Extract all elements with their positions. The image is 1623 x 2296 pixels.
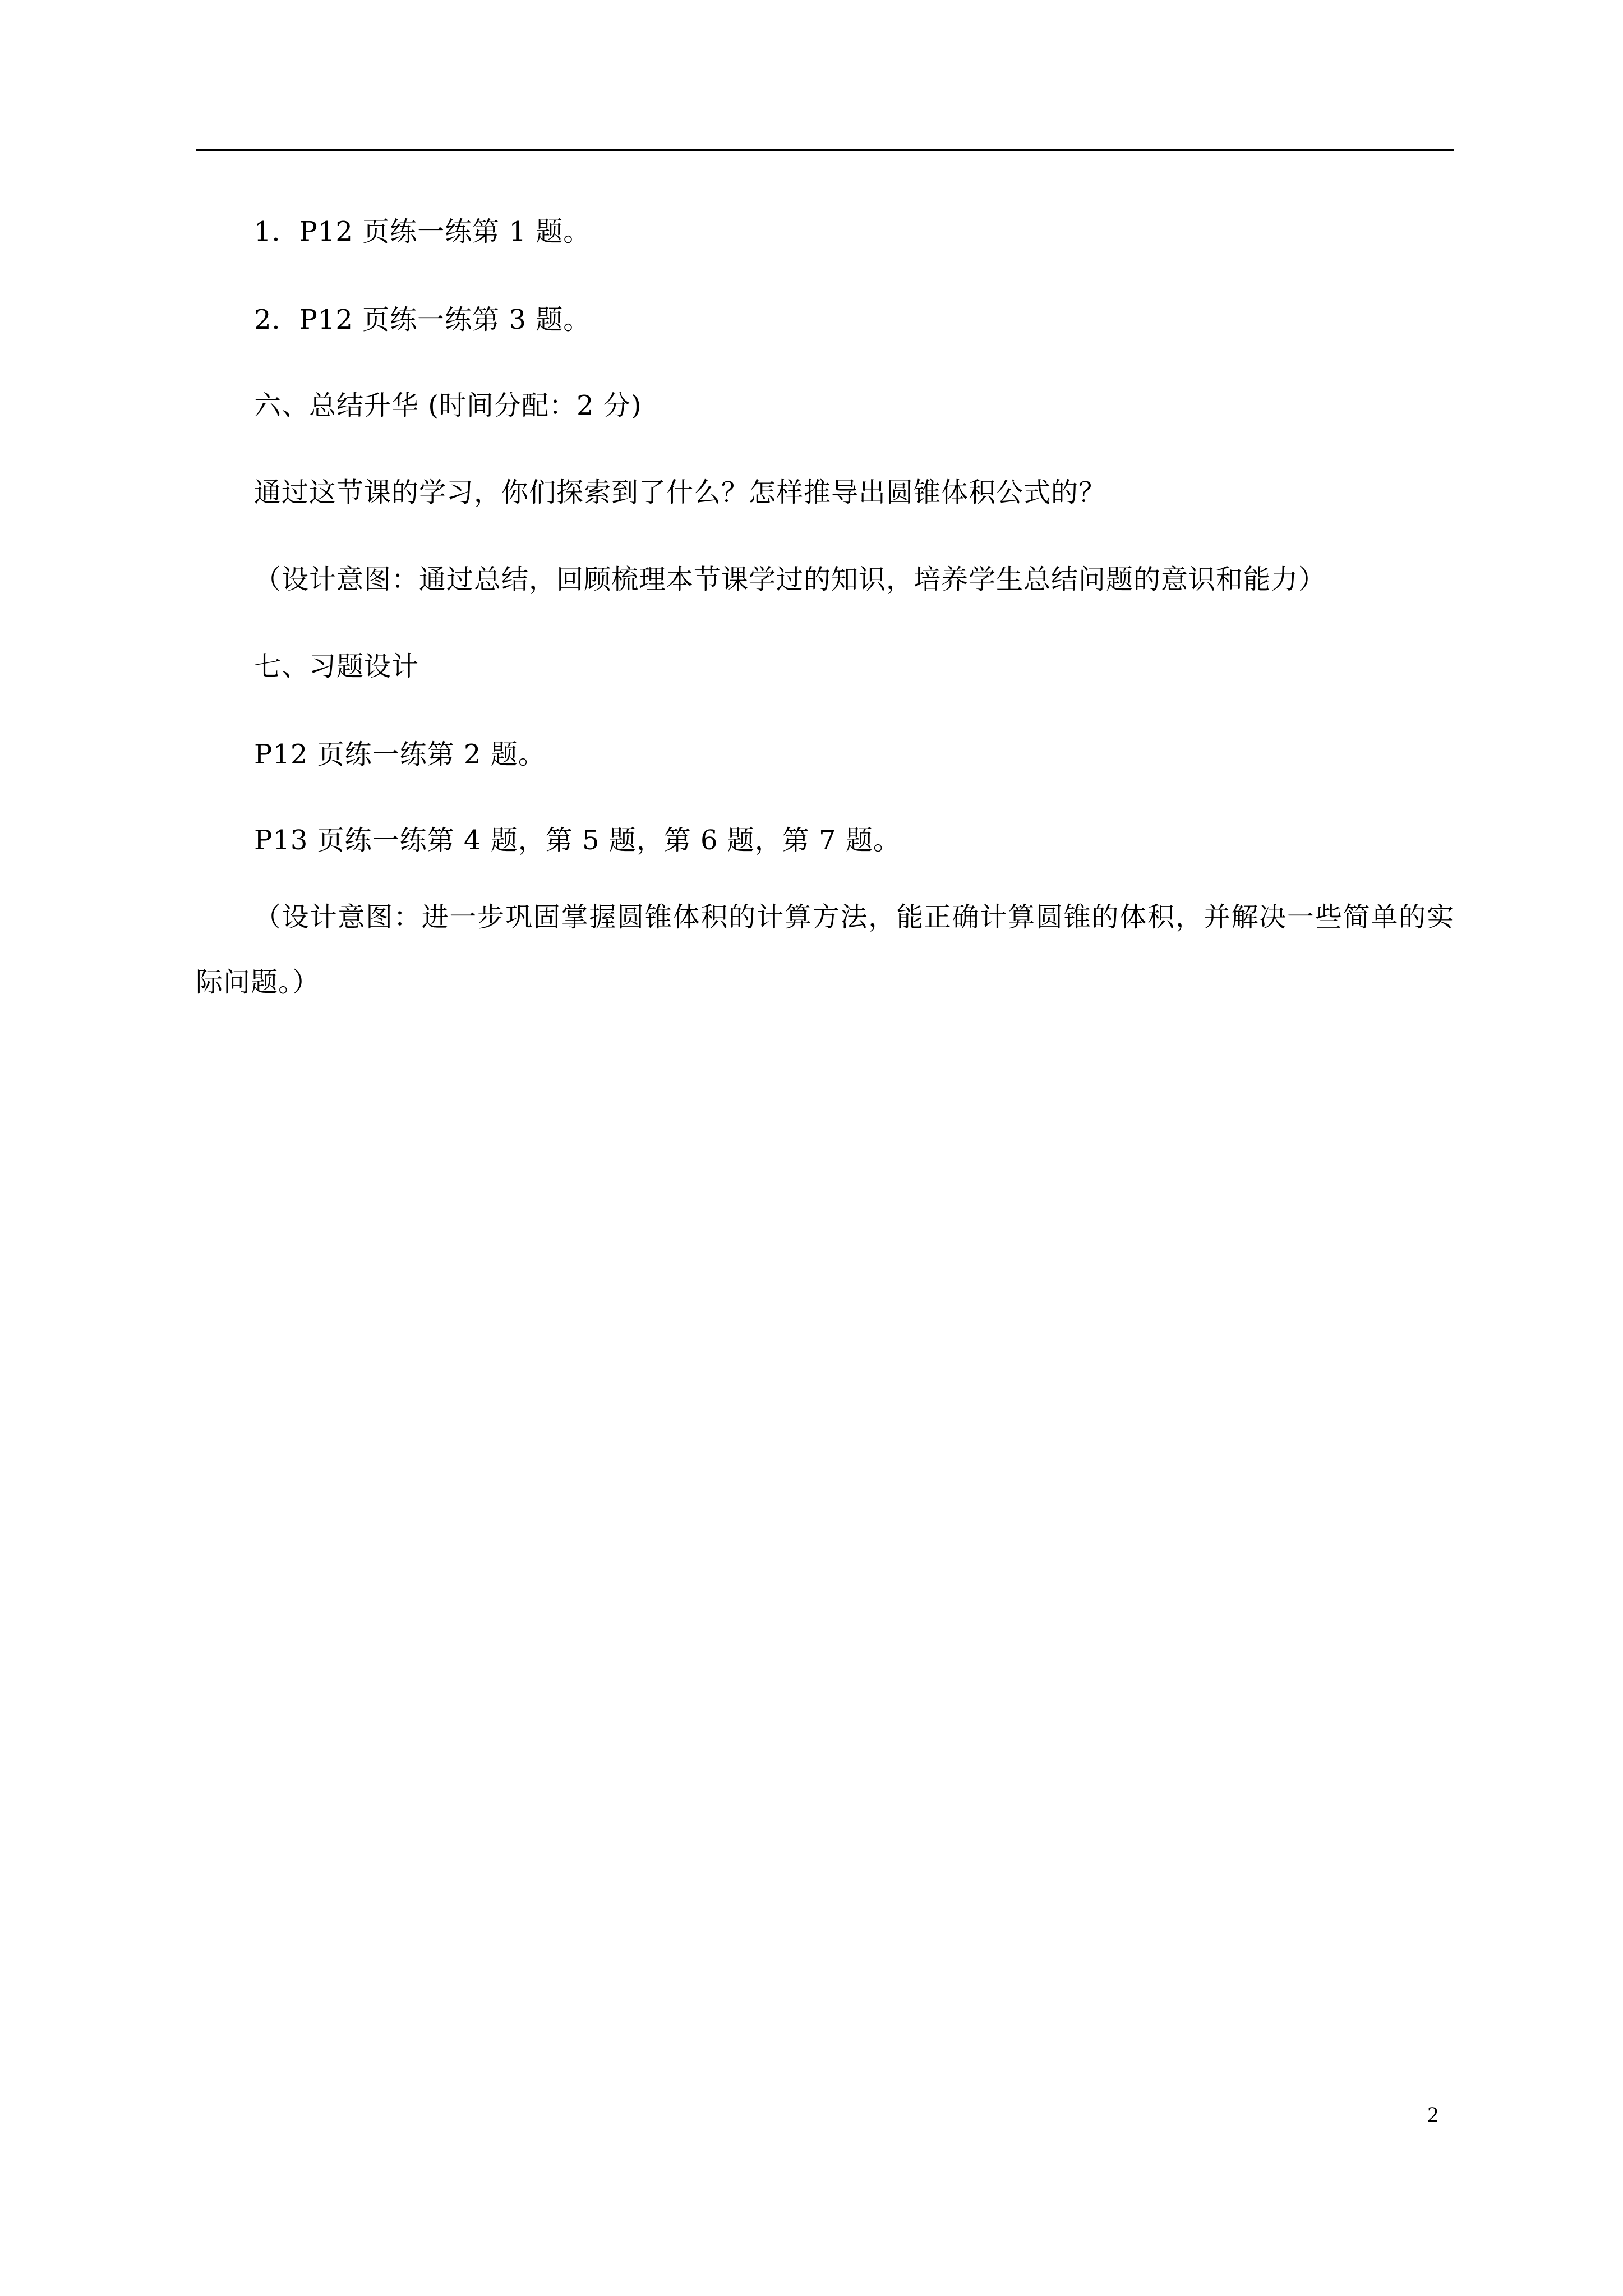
page-number: 2 (1427, 2102, 1438, 2127)
header-rule (196, 149, 1454, 151)
section-heading-summary: 六、总结升华 (时间分配：2 分) (254, 390, 642, 421)
summary-question: 通过这节课的学习，你们探索到了什么？怎样推导出圆锥体积公式的？ (254, 477, 1106, 508)
exercise-item-p13: P13 页练一练第 4 题，第 5 题，第 6 题，第 7 题。 (254, 825, 901, 856)
exercise-item-p12: P12 页练一练第 2 题。 (254, 739, 546, 770)
design-intent-summary: （设计意图：通过总结，回顾梳理本节课学过的知识，培养学生总结问题的意识和能力） (254, 564, 1326, 595)
section-heading-exercises: 七、习题设计 (254, 651, 419, 682)
exercise-line-2: 2．P12 页练一练第 3 题。 (254, 304, 591, 335)
exercise-line-1: 1．P12 页练一练第 1 题。 (254, 216, 591, 247)
design-intent-exercises: （设计意图：进一步巩固掌握圆锥体积的计算方法，能正确计算圆锥的体积，并解决一些简单的实际问题。） (196, 901, 1454, 998)
